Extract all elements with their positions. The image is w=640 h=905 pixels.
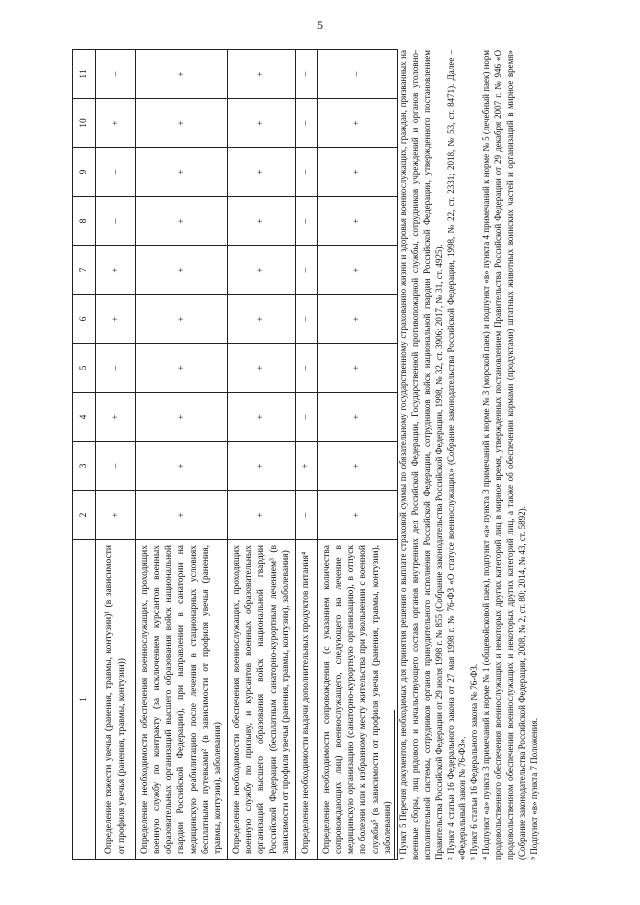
table-cell: – [317,50,397,99]
table-cell: + [317,442,397,491]
table-cell: – [96,50,136,99]
rotated-page-content [72,50,592,860]
table-cell: + [295,442,317,491]
column-header: 9 [73,148,96,197]
table-cell: + [317,148,397,197]
table-cell: – [96,148,136,197]
table-cell: + [136,295,228,344]
footnotes [394,50,541,860]
column-header: 4 [73,393,96,442]
table-cell: – [295,246,317,295]
table-cell: + [228,197,296,246]
column-header: 7 [73,246,96,295]
table-cell: + [136,50,228,99]
table-cell: + [96,491,136,540]
table-cell: – [295,197,317,246]
table-row [96,50,136,860]
page-number: 5 [317,18,323,32]
table-cell: – [295,148,317,197]
row-label: Определение необходимости выдачи дополнительных продуктов питания⁴ [295,540,317,860]
table-cell: + [317,295,397,344]
column-header: 2 [73,491,96,540]
column-header: 11 [73,50,96,99]
footnote-separator [394,710,395,860]
table-cell: + [228,344,296,393]
column-header: 1 [73,540,96,860]
table-cell: + [96,246,136,295]
table-cell: + [228,295,296,344]
footnote: ² Пункт 4 статьи 16 Федерального закона от 27 мая 1998 г. № 76-ФЗ «О статусе военнослужащих» (Собрание законодательства Российской Федерации, 1998, № 22, ст. 2331; 2018, № 53, ст. 8471). Далее – «Федеральный закон № 76-ФЗ». [445,50,468,860]
table-cell: + [136,99,228,148]
table-cell: – [295,393,317,442]
table-cell: + [136,197,228,246]
table-cell: + [317,246,397,295]
footnote: ⁴ Подпункт «а» пункта 3 примечаний к норме № 1 (общевойсковой паек), подпункт «а» пункта 3 примечаний к норме № 3 (морской паек) и подпункт «в» пункта 4 примечаний к норме № 5 (лечебный паек) норм продовольственного обеспечения военнослужащих и некоторых других категорий лиц в мирное время, утвержденных постановлением Правительства Российской Федерации от 29 декабря 2007 г. № 946 «О продовольственном обеспечении военнослужащих и некоторых других категорий лиц, а также об обеспечении кормами (продуктами) штатных животных воинских частей и организаций в мирное время» (Собрание законодательства Российской Федерации, 2008, № 2, ст. 80; 2014, № 43, ст. 5892). [481,50,527,860]
table-cell: + [228,442,296,491]
column-header: 5 [73,344,96,393]
table-cell: – [96,197,136,246]
footnote: ³ Пункт 6 статьи 16 Федерального закона № 76-ФЗ. [469,663,480,860]
table-row [228,50,296,860]
footnote: ⁵ Подпункт «в» пункта 7 Положения. [528,718,539,860]
table-row [317,50,397,860]
table-cell: + [136,148,228,197]
column-header: 8 [73,197,96,246]
table-cell: + [228,148,296,197]
table-cell: + [317,344,397,393]
table-row [136,50,228,860]
table-cell: + [136,246,228,295]
table-row [295,50,317,860]
footnote: ¹ Пункт 5 Перечня документов, необходимых для принятия решения о выплате страховой суммы по обязательному государственному страхованию жизни и здоровья военнослужащих, граждан, призванных на военные сборы, лиц рядового и начальствующего состава органов внутренних дел Российской Федерации, Государственной противопожарной службы, сотрудников учреждений и органов уголовно-исполнительной системы, сотрудников органов принудительного исполнения Российской Федерации, сотрудников войск национальной гвардии Российской Федерации, утвержденного постановлением Правительства Российской Федерации от 29 июля 1998 г. № 855 (Собрание законодательства Российской Федерации, 1998, № 32, ст. 3906; 2017, № 31, ст. 4925). [398,50,444,860]
table-cell: + [136,344,228,393]
table-cell: + [228,393,296,442]
table-cell: – [295,99,317,148]
column-header: 10 [73,99,96,148]
table-cell: – [295,295,317,344]
table-cell: – [295,491,317,540]
assessment-table [72,49,398,860]
table-cell: + [317,197,397,246]
table-cell: + [228,50,296,99]
table-cell: + [96,295,136,344]
table-cell: – [96,344,136,393]
column-header: 3 [73,442,96,491]
table-cell: + [96,393,136,442]
table-cell: + [228,491,296,540]
table-cell: + [228,99,296,148]
table-cell: + [136,491,228,540]
row-label: Определение необходимости обеспечения военнослужащих, проходящих военную службу по призыву, и курсантов военных образовательных организаций высшего образования войск национальной гвардии Российской Федерации (бесплатным санаторно-курортным лечением³ (в зависимости от профиля увечья (ранения, травмы, контузии), заболевания) [228,540,296,860]
table-cell: + [317,99,397,148]
table-cell: – [295,344,317,393]
table-cell: – [295,50,317,99]
row-label: Определение необходимости сопровождения (с указанием количества сопровождающих лиц) военнослужащего, следующего на лечение в медицинскую организацию (санаторно-курортную организацию), в отпуск по болезни или к избранному месту жительства при увольнении с военной службы⁵ (в зависимости от профиля увечья (ранения, травмы, контузии), заболевания) [317,540,397,860]
column-header: 6 [73,295,96,344]
table-cell: + [228,246,296,295]
table-cell: + [136,393,228,442]
header-row [73,50,96,860]
table-cell: – [96,442,136,491]
table-cell: + [317,491,397,540]
row-label: Определение необходимости обеспечения военнослужащих, проходящих военную службу по контракту (за исключением курсантов военных образовательных организаций высшего образования войск национальной гвардии Российской Федерации), при направлении в санатории на медицинскую реабилитацию после лечения в стационарных условиях бесплатными путевками² (в зависимости от профиля увечья (ранения, травмы, контузии), заболевания) [136,540,228,860]
table-cell: + [317,393,397,442]
table-cell: + [96,99,136,148]
row-label: Определение тяжести увечья (ранения, травмы, контузии)¹ (в зависимости от профиля увечья (ранения, травмы, контузии)) [96,540,136,860]
table-cell: + [136,442,228,491]
